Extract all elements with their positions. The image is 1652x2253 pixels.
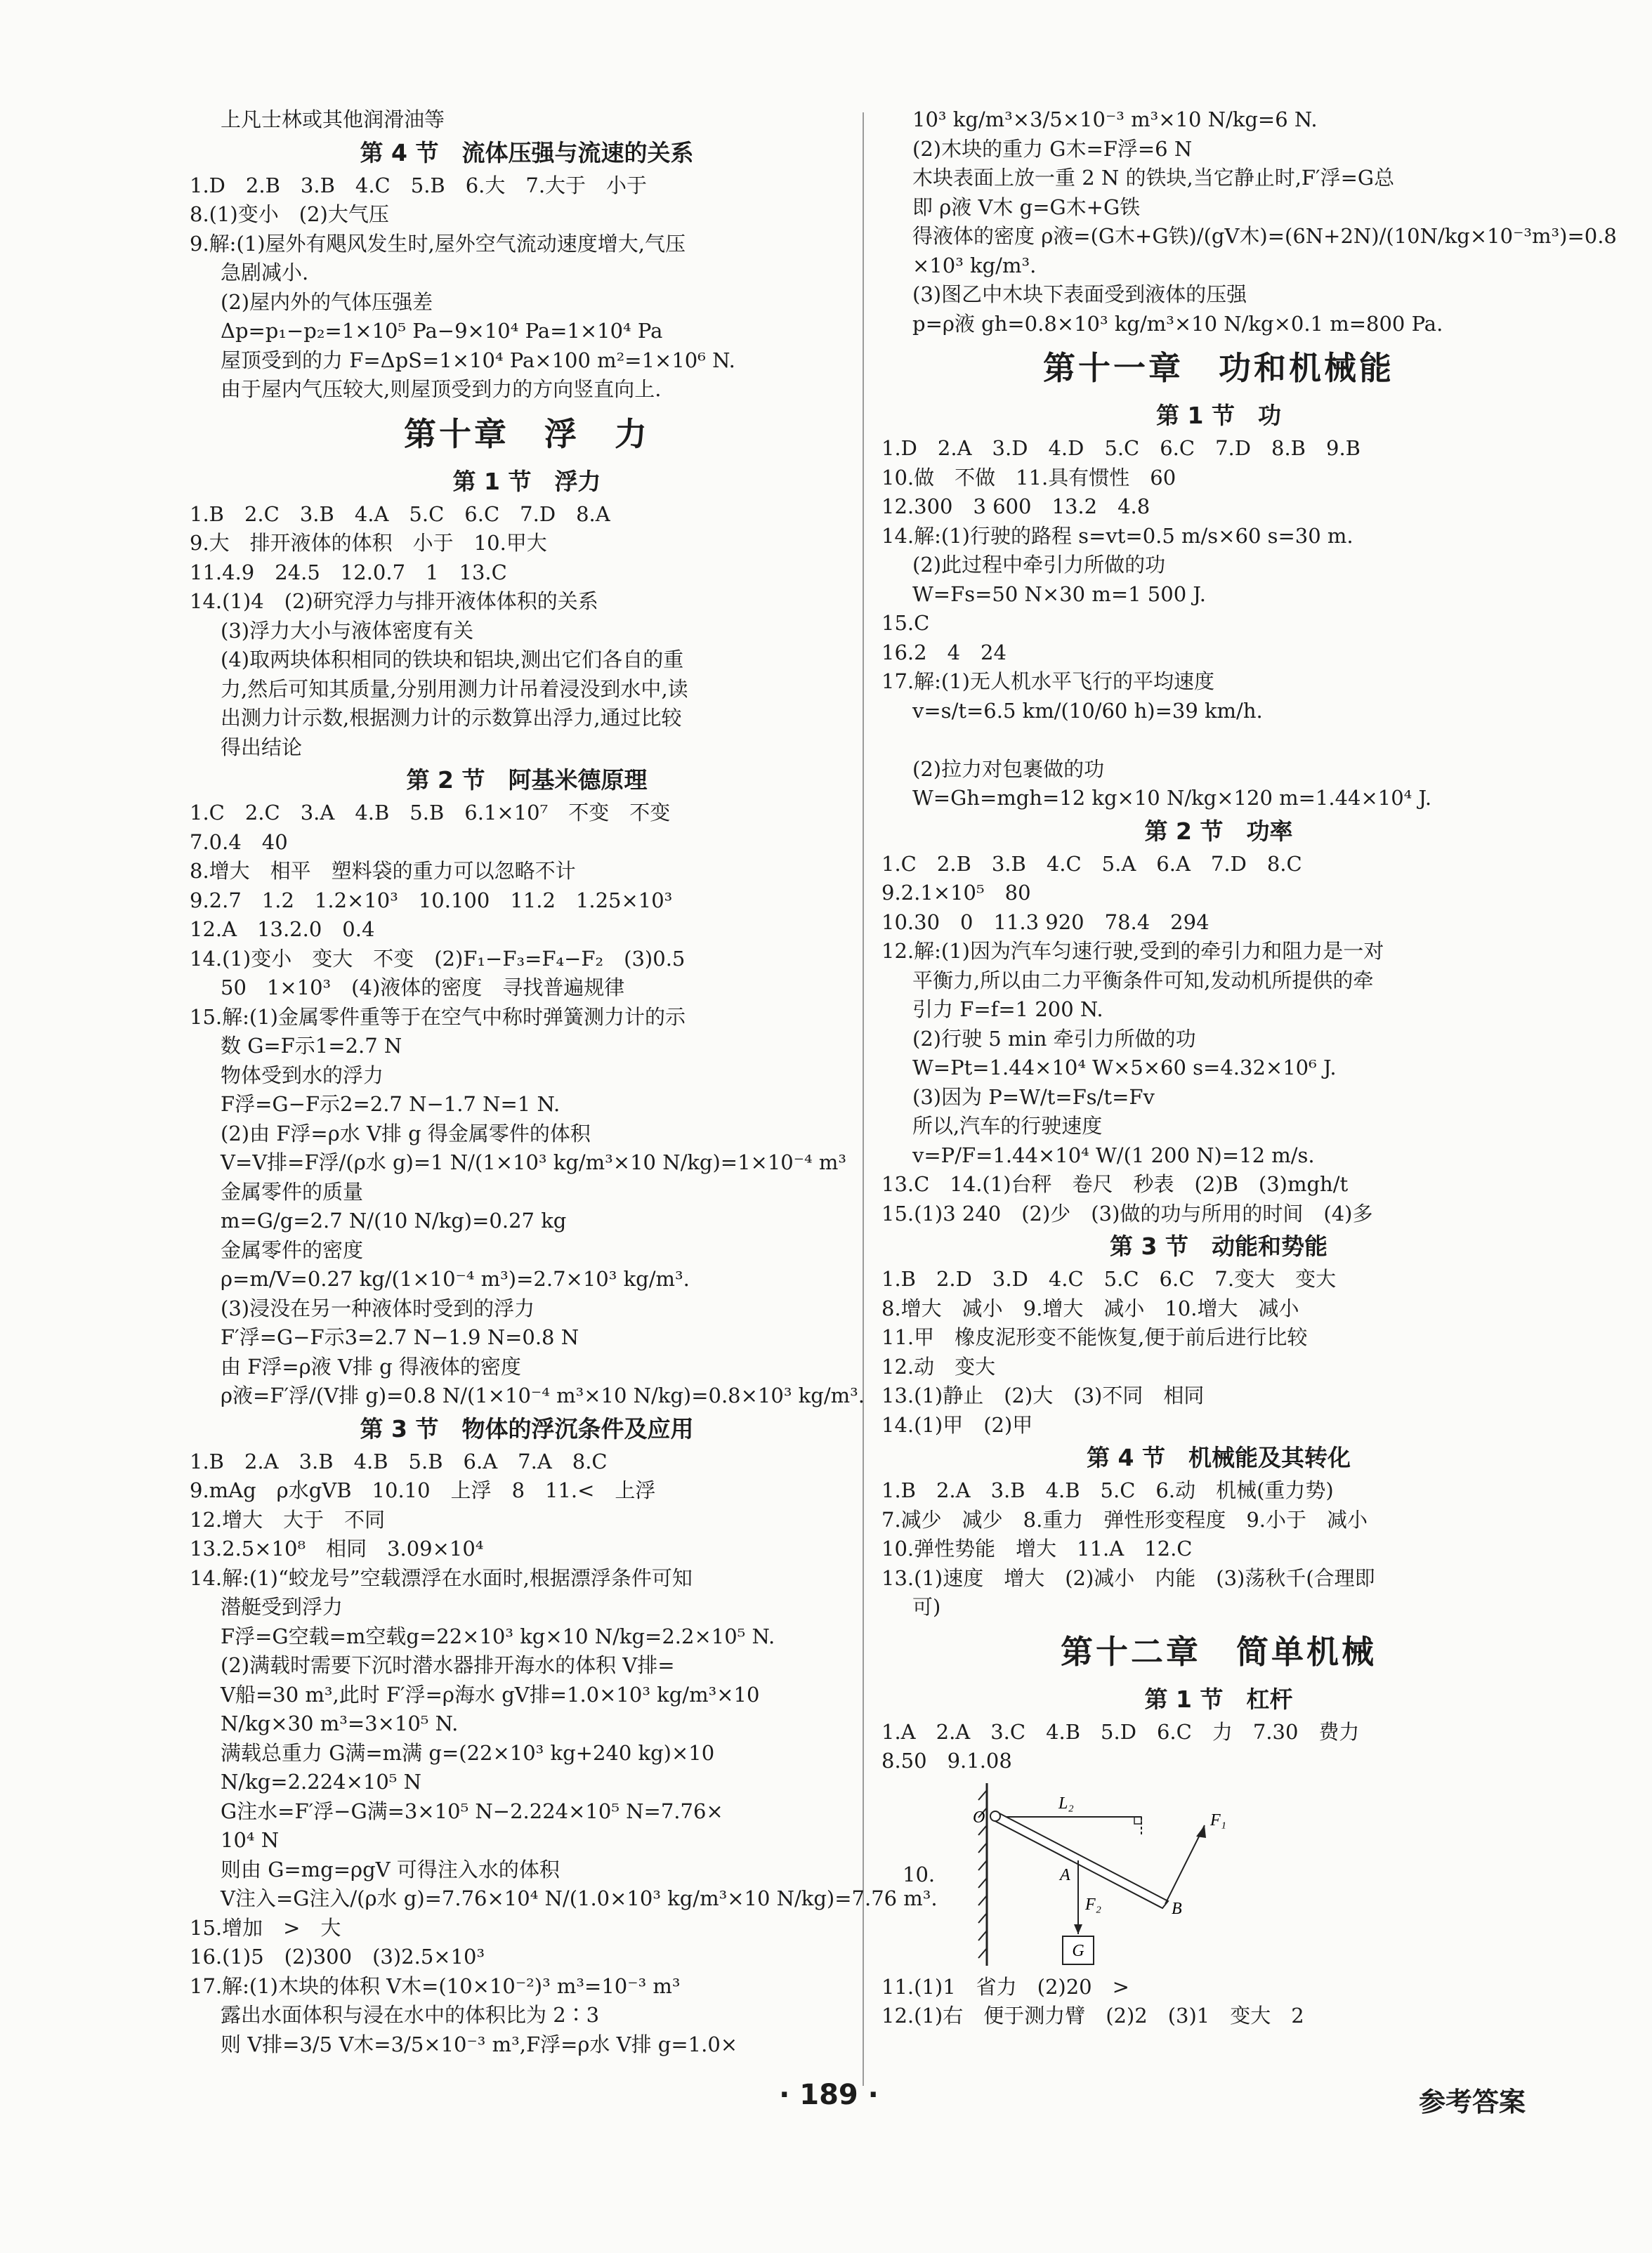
answer-line: 8.增大 相平 塑料袋的重力可以忽略不计	[190, 859, 576, 883]
answer-line: 引力 F=f=1 200 N.	[912, 997, 1103, 1021]
answer-line: ρ=m/V=0.27 kg/(1×10⁻⁴ m³)=2.7×10³ kg/m³.	[221, 1267, 690, 1291]
answer-line: 则由 G=mg=ρgV 可得注入水的体积	[221, 1857, 560, 1881]
answer-line: (3)浸没在另一种液体时受到的浮力	[221, 1296, 535, 1320]
answer-line: 10.30 0 11.3 920 78.4 294	[881, 909, 1210, 934]
answer-line: 12.(1)右 便于测力臂 (2)2 (3)1 变大 2	[881, 2004, 1304, 2028]
answer-line: 11.4.9 24.5 12.0.7 1 13.C	[190, 560, 507, 584]
answer-line: 13.(1)静止 (2)大 (3)不同 相同	[881, 1384, 1205, 1407]
answer-line: 潜艇受到浮力	[221, 1595, 343, 1619]
answer-line: 13.2.5×10⁸ 相同 3.09×10⁴	[190, 1537, 484, 1561]
answer-line: W=Pt=1.44×10⁴ W×5×60 s=4.32×10⁶ J.	[912, 1056, 1337, 1079]
label-l2: L₂	[1058, 1794, 1074, 1813]
answer-line: 14.(1)甲 (2)甲	[881, 1412, 1033, 1437]
answer-line: F浮=G空载=m空载g=22×10³ kg×10 N/kg=2.2×10⁵ N.	[221, 1624, 775, 1648]
answer-line: 所以,汽车的行驶速度	[912, 1114, 1103, 1138]
right-column	[881, 105, 1617, 2031]
answer-line: 数 G=F示1=2.7 N	[221, 1034, 402, 1058]
answer-line: 得出结论	[221, 735, 303, 759]
answer-line: m=G/g=2.7 N/(10 N/kg)=0.27 kg	[221, 1209, 567, 1233]
answer-line: p=ρ液 gh=0.8×10³ kg/m³×10 N/kg×0.1 m=800 Pa.	[912, 311, 1443, 336]
answer-line: (2)拉力对包裹做的功	[912, 756, 1105, 781]
answer-line: 12.300 3 600 13.2 4.8	[881, 494, 1150, 518]
answer-line: 10.弹性势能 增大 11.A 12.C	[881, 1537, 1193, 1561]
answer-line: 12.动 变大	[881, 1354, 996, 1379]
answer-line: 8.50 9.1.08	[881, 1749, 1012, 1773]
answer-line: 即 ρ液 V木 g=G木+G铁	[912, 195, 1141, 219]
answer-line: 屋顶受到的力 F=ΔpS=1×10⁴ Pa×100 m²=1×10⁶ N.	[221, 348, 735, 372]
answer-line: 14.(1)变小 变大 不变 (2)F₁−F₃=F₄−F₂ (3)0.5	[190, 946, 686, 971]
label-g: G	[1072, 1941, 1084, 1960]
answer-line: 1.B 2.D 3.D 4.C 5.C 6.C 7.变大 变大	[881, 1267, 1337, 1291]
answer-line: 14.(1)4 (2)研究浮力与排开液体体积的关系	[190, 589, 598, 613]
answer-line: 7.减少 减少 8.重力 弹性形变程度 9.小于 减小	[881, 1507, 1368, 1532]
section-title: 第 2 节 阿基米德原理	[406, 766, 648, 794]
answer-line: 1.C 2.B 3.B 4.C 5.A 6.A 7.D 8.C	[881, 851, 1302, 876]
label-f1: F₁	[1210, 1811, 1227, 1830]
answer-line: 9.解:(1)屋外有飓风发生时,屋外空气流动速度增大,气压	[190, 231, 686, 256]
label-o: O	[973, 1808, 985, 1827]
section-title: 第 4 节 流体压强与流速的关系	[360, 138, 694, 166]
answer-line: (2)屋内外的气体压强差	[221, 289, 433, 314]
answer-line: ρ液=F′浮/(V排 g)=0.8 N/(1×10⁻⁴ m³×10 N/kg)=0.8×10³ kg/m³.	[221, 1384, 865, 1407]
answer-line: 7.0.4 40	[190, 829, 288, 854]
chapter-title: 第十章 浮 力	[404, 414, 650, 453]
lever-diagram	[973, 1776, 1338, 1973]
answer-line: 8.(1)变小 (2)大气压	[190, 202, 389, 226]
lever-figure	[903, 1776, 1338, 1973]
answer-line: 由于屋内气压较大,则屋顶受到力的方向竖直向上.	[221, 377, 662, 401]
answer-line: N/kg×30 m³=3×10⁵ N.	[221, 1712, 459, 1735]
answer-line: 11.(1)1 省力 (2)20 >	[881, 1974, 1129, 1999]
answer-line: (3)图乙中木块下表面受到液体的压强	[912, 282, 1247, 306]
answer-line: 50 1×10³ (4)液体的密度 寻找普遍规律	[221, 976, 625, 999]
section-title: 第 4 节 机械能及其转化	[1087, 1444, 1351, 1471]
answer-line: N/kg=2.224×10⁵ N	[221, 1770, 422, 1794]
answer-line: 12.增大 大于 不同	[190, 1507, 386, 1532]
answer-line: 9.2.7 1.2 1.2×10³ 10.100 11.2 1.25×10³	[190, 888, 673, 912]
chapter-title: 第十二章 简单机械	[1061, 1632, 1377, 1671]
answer-line: (3)浮力大小与液体密度有关	[221, 618, 474, 643]
answer-line: 9.大 排开液体的体积 小于 10.甲大	[190, 531, 547, 555]
figure-number: 10.	[903, 1862, 936, 1886]
answer-line: 10³ kg/m³×3/5×10⁻³ m³×10 N/kg=6 N.	[912, 107, 1318, 131]
answer-line: 15.解:(1)金属零件重等于在空气中称时弹簧测力计的示	[190, 1004, 686, 1029]
answer-line: (2)满载时需要下沉时潜水器排开海水的体积 V排=	[221, 1653, 675, 1677]
answer-line: W=Fs=50 N×30 m=1 500 J.	[912, 582, 1206, 606]
label-b: B	[1172, 1899, 1182, 1918]
answer-line: 16.2 4 24	[881, 640, 1007, 664]
answer-line: 10⁴ N	[221, 1828, 280, 1852]
answer-line: 9.2.1×10⁵ 80	[881, 881, 1031, 905]
answer-line: v=P/F=1.44×10⁴ W/(1 200 N)=12 m/s.	[912, 1143, 1315, 1167]
answer-line: (2)行驶 5 min 牵引力所做的功	[912, 1026, 1196, 1051]
answer-line: 急剧减小.	[221, 261, 309, 284]
answer-line: 露出水面体积与浸在水中的体积比为 2∶3	[221, 2003, 600, 2027]
answer-line: (3)因为 P=W/t=Fs/t=Fv	[912, 1084, 1155, 1109]
answer-line: 木块表面上放一重 2 N 的铁块,当它静止时,F′浮=G总	[912, 166, 1395, 190]
answer-line: (2)此过程中牵引力所做的功	[912, 553, 1166, 577]
page-number: · 189 ·	[779, 2079, 879, 2111]
answer-line: 1.A 2.A 3.C 4.B 5.D 6.C 力 7.30 费力	[881, 1719, 1360, 1744]
answer-line: 10.做 不做 11.具有惯性 60	[881, 465, 1176, 490]
answer-line: 上凡士林或其他润滑油等	[221, 107, 445, 131]
answer-line: F浮=G−F示2=2.7 N−1.7 N=1 N.	[221, 1092, 560, 1116]
answer-line: 1.D 2.B 3.B 4.C 5.B 6.大 7.大于 小于	[190, 173, 648, 197]
answer-line: 平衡力,所以由二力平衡条件可知,发动机所提供的牵	[912, 968, 1374, 992]
answer-line: 11.甲 橡皮泥形变不能恢复,便于前后进行比较	[881, 1325, 1308, 1349]
answer-line: 1.C 2.C 3.A 4.B 5.B 6.1×10⁷ 不变 不变	[190, 801, 671, 825]
answer-line: 17.解:(1)木块的体积 V木=(10×10⁻²)³ m³=10⁻³ m³	[190, 1973, 681, 1998]
answer-line: (2)由 F浮=ρ水 V排 g 得金属零件的体积	[221, 1121, 591, 1145]
answer-line: 13.C 14.(1)台秤 卷尺 秒表 (2)B (3)mgh/t	[881, 1172, 1349, 1196]
label-a: A	[1060, 1865, 1070, 1884]
answer-line: ×10³ kg/m³.	[912, 253, 1037, 277]
answer-line: 1.B 2.A 3.B 4.B 5.B 6.A 7.A 8.C	[190, 1449, 608, 1473]
section-title: 第 3 节 物体的浮沉条件及应用	[360, 1414, 694, 1443]
answer-line	[881, 725, 1556, 755]
answer-line: 15.增加 > 大	[190, 1915, 341, 1940]
section-title: 第 1 节 功	[1156, 402, 1281, 429]
answer-line: v=s/t=6.5 km/(10/60 h)=39 km/h.	[912, 698, 1263, 723]
answer-line: W=Gh=mgh=12 kg×10 N/kg×120 m=1.44×10⁴ J.	[912, 786, 1432, 810]
answer-line: 12.解:(1)因为汽车匀速行驶,受到的牵引力和阻力是一对	[881, 939, 1384, 963]
answer-line: 9.mAg ρ水gVB 10.10 上浮 8 11.< 上浮	[190, 1478, 656, 1502]
answer-line: 13.(1)速度 增大 (2)减小 内能 (3)荡秋千(合理即	[881, 1565, 1375, 1590]
section-title: 第 2 节 功率	[1144, 817, 1293, 845]
answer-line: V船=30 m³,此时 F′浮=ρ海水 gV排=1.0×10³ kg/m³×10	[221, 1682, 760, 1707]
answer-line: 金属零件的质量	[221, 1179, 364, 1204]
footer-label: 参考答案	[1418, 2087, 1526, 2117]
pivot-o	[990, 1811, 1000, 1821]
answer-line: 出测力计示数,根据测力计的示数算出浮力,通过比较	[221, 706, 682, 730]
answer-line: 14.解:(1)行驶的路程 s=vt=0.5 m/s×60 s=30 m.	[881, 523, 1353, 548]
answer-line: 8.增大 减小 9.增大 减小 10.增大 减小	[881, 1296, 1299, 1320]
answer-line: Δp=p₁−p₂=1×10⁵ Pa−9×10⁴ Pa=1×10⁴ Pa	[221, 319, 663, 343]
section-title: 第 1 节 浮力	[452, 467, 601, 495]
answer-line: V=V排=F浮/(ρ水 g)=1 N/(1×10³ kg/m³×10 N/kg)=1×10⁻⁴ m³	[221, 1150, 847, 1174]
answer-line: (4)取两块体积相同的铁块和铝块,测出它们各自的重	[221, 648, 684, 671]
section-title: 第 3 节 动能和势能	[1110, 1233, 1328, 1260]
label-f2: F₂	[1085, 1895, 1102, 1914]
answer-line: 力,然后可知其质量,分别用测力计吊着浸没到水中,读	[221, 676, 688, 701]
answer-line: 12.A 13.2.0 0.4	[190, 917, 375, 941]
answer-line: 15.(1)3 240 (2)少 (3)做的功与所用的时间 (4)多	[881, 1201, 1373, 1226]
answer-line: 1.D 2.A 3.D 4.D 5.C 6.C 7.D 8.B 9.B	[881, 436, 1361, 460]
answer-line: 由 F浮=ρ液 V排 g 得液体的密度	[221, 1354, 521, 1379]
answer-line: 则 V排=3/5 V木=3/5×10⁻³ m³,F浮=ρ水 V排 g=1.0×	[221, 2032, 738, 2056]
section-title: 第 1 节 杠杆	[1144, 1685, 1293, 1713]
answer-line: 满载总重力 G满=m满 g=(22×10³ kg+240 kg)×10	[221, 1740, 715, 1765]
answer-line: F′浮=G−F示3=2.7 N−1.9 N=0.8 N	[221, 1325, 579, 1349]
answer-line: 金属零件的密度	[221, 1237, 364, 1262]
answer-line: G注水=F′浮−G满=3×10⁵ N−2.224×10⁵ N=7.76×	[221, 1799, 723, 1823]
answer-line: 1.B 2.C 3.B 4.A 5.C 6.C 7.D 8.A	[190, 501, 610, 526]
answer-line: 14.解:(1)“蛟龙号”空载漂浮在水面时,根据漂浮条件可知	[190, 1565, 693, 1590]
answer-line: 17.解:(1)无人机水平飞行的平均速度	[881, 669, 1214, 693]
answer-line: 16.(1)5 (2)300 (3)2.5×10³	[190, 1945, 485, 1969]
chapter-title: 第十一章 功和机械能	[1043, 349, 1394, 387]
answer-line: 15.C	[881, 611, 930, 635]
answer-line: (2)木块的重力 G木=F浮=6 N	[912, 136, 1193, 161]
answer-line: 可)	[912, 1595, 941, 1619]
answer-line: 物体受到水的浮力	[221, 1063, 384, 1087]
answer-line: 得液体的密度 ρ液=(G木+G铁)/(gV木)=(6N+2N)/(10N/kg×10⁻³m³)=0.8	[912, 224, 1617, 248]
answer-line: V注入=G注入/(ρ水 g)=7.76×10⁴ N/(1.0×10³ kg/m³×10 N/kg)=7.76 m³.	[221, 1886, 938, 1910]
answer-line: 1.B 2.A 3.B 4.B 5.C 6.动 机械(重力势)	[881, 1478, 1334, 1502]
